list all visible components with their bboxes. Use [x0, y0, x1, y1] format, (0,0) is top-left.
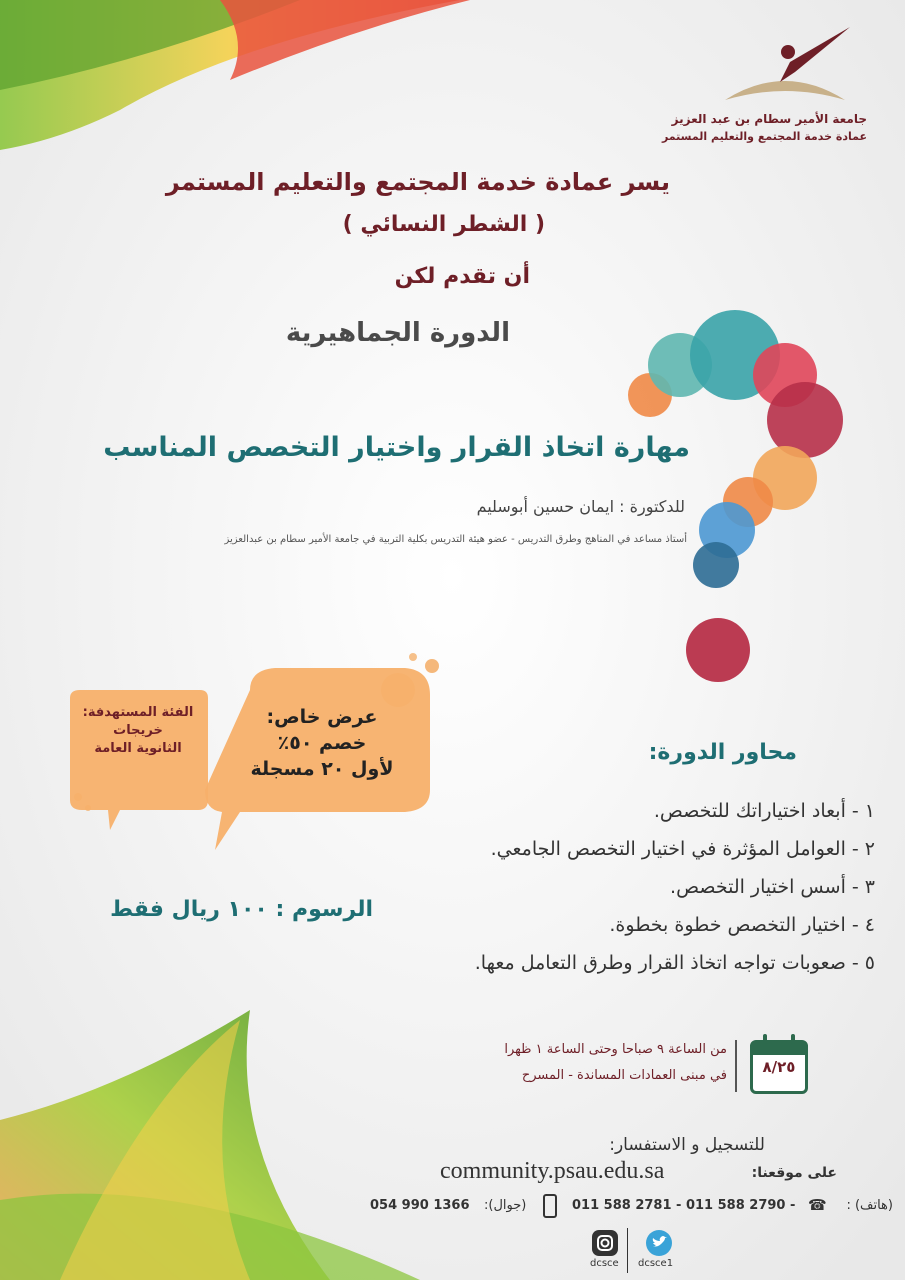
calendar-icon	[750, 1040, 808, 1094]
social-divider	[627, 1228, 628, 1273]
schedule-date: ٨/٢٥	[762, 1058, 796, 1076]
offer-box	[222, 704, 422, 782]
logo-emblem	[700, 22, 870, 112]
topics-heading: محاور الدورة:	[648, 740, 797, 765]
site-url[interactable]: community.psau.edu.sa	[440, 1158, 665, 1184]
schedule-divider	[735, 1040, 737, 1092]
instructor-description: أستاذ مساعد في المناهج وطرق التدريس - عضو هيئة التدريس بكلية التربية في جامعة الأمير سطام بن عبدالعزيز	[224, 534, 687, 545]
topic-item-5: ٥ - صعوبات تواجه اتخاذ القرار وطرق التعامل معها.	[474, 952, 875, 974]
target-line-1: الفئة المستهدفة:	[82, 705, 194, 720]
mobile-icon	[543, 1194, 557, 1218]
target-line-3: الثانوية العامة	[94, 741, 182, 756]
logo-university: جامعة الأمير سطام بن عبد العزيز	[671, 112, 867, 126]
phone-label: (هاتف) :	[846, 1198, 893, 1213]
schedule-time: من الساعة ٩ صباحا وحتى الساعة ١ ظهرا	[504, 1042, 727, 1057]
instructor-name: للدكتورة : ايمان حسين أبوسليم	[476, 497, 685, 516]
mobile-number[interactable]: 054 990 1366	[370, 1198, 470, 1213]
header-line-4: الدورة الجماهيرية	[285, 318, 510, 348]
header-line-3: أن تقدم لكن	[394, 264, 530, 289]
twitter-icon[interactable]	[646, 1230, 672, 1256]
twitter-handle[interactable]: dcsce1	[638, 1258, 674, 1269]
header-line-2: ( الشطر النسائي )	[342, 212, 545, 237]
instagram-icon[interactable]	[592, 1230, 618, 1256]
offer-line-3: لأول ٢٠ مسجلة	[250, 758, 394, 780]
topic-item-3: ٣ - أسس اختيار التخصص.	[670, 876, 875, 898]
topic-item-4: ٤ - اختيار التخصص خطوة بخطوة.	[609, 914, 875, 936]
offer-line-1: عرض خاص:	[266, 706, 378, 728]
topic-item-2: ٢ - العوامل المؤثرة في اختيار التخصص الجامعي.	[490, 838, 875, 860]
phone-icon: ☎	[808, 1196, 827, 1214]
header-line-1: يسر عمادة خدمة المجتمع والتعليم المستمر	[165, 168, 670, 196]
instagram-handle[interactable]: dcsce	[590, 1258, 619, 1269]
target-line-2: خريجات	[113, 723, 163, 738]
target-box	[68, 704, 208, 758]
course-title: مهارة اتخاذ القرار واختيار التخصص المناسب	[103, 432, 690, 463]
site-label: على موقعنا:	[751, 1165, 837, 1181]
topics-list	[475, 792, 875, 982]
logo-deanship: عمادة خدمة المجتمع والتعليم المستمر	[661, 130, 867, 143]
offer-line-2: خصم ٥٠٪	[277, 732, 367, 754]
fees-text: الرسوم : ١٠٠ ريال فقط	[110, 897, 373, 922]
phone-numbers[interactable]: 011 588 2781 - 011 588 2790 -	[572, 1198, 796, 1213]
topic-item-1: ١ - أبعاد اختياراتك للتخصص.	[653, 800, 875, 822]
schedule-place: في مبنى العمادات المساندة - المسرح	[521, 1068, 727, 1083]
contact-heading: للتسجيل و الاستفسار:	[609, 1135, 765, 1155]
mobile-label: (جوال):	[484, 1198, 527, 1213]
